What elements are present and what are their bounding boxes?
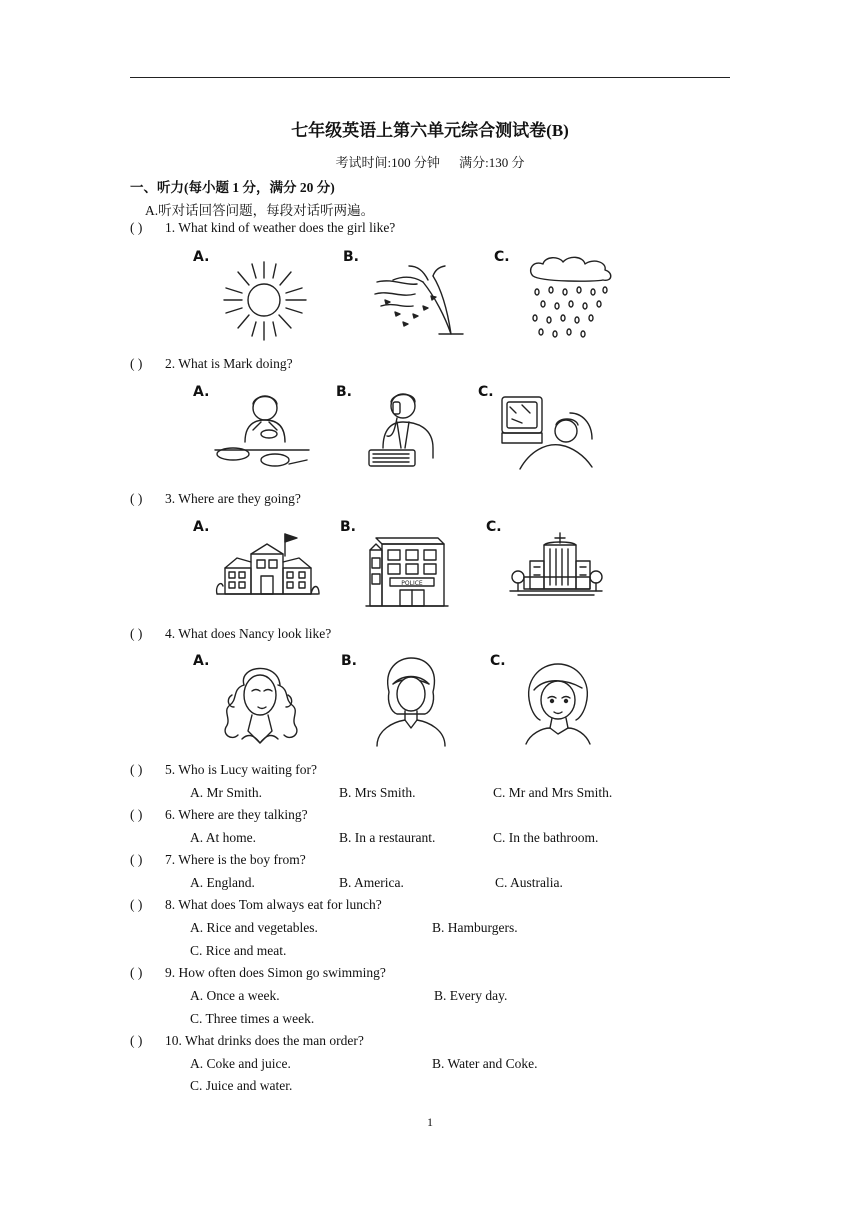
bob-hair-girl-icon <box>520 660 595 746</box>
exam-time: 考试时间:100 分钟 <box>335 155 440 170</box>
option-a[interactable]: A. Once a week. <box>190 988 280 1003</box>
answer-blank[interactable]: ( ) <box>130 897 143 912</box>
option-c[interactable]: C. Rice and meat. <box>190 943 287 958</box>
answer-blank[interactable]: ( ) <box>130 965 143 980</box>
answer-blank[interactable]: ( ) <box>130 762 143 777</box>
option-a[interactable]: A. England. <box>190 875 255 890</box>
option-letter-c: C. <box>494 249 510 265</box>
option-a[interactable]: A. Coke and juice. <box>190 1056 291 1071</box>
option-letter-a: A. <box>193 384 210 400</box>
instruction: A.听对话回答问题，每段对话听两遍。 <box>145 203 375 218</box>
short-hair-woman-icon <box>373 656 448 748</box>
question-3 <box>130 491 301 507</box>
question-text: 3. Where are they going? <box>165 491 301 506</box>
option-letter-b: B. <box>340 519 356 535</box>
man-on-phone-icon <box>363 388 438 476</box>
curly-hair-girl-icon <box>218 655 303 750</box>
boy-watching-tv-icon <box>500 393 595 473</box>
option-c[interactable]: C. Juice and water. <box>190 1078 293 1093</box>
option-b[interactable]: B. In a restaurant. <box>339 830 436 845</box>
answer-blank[interactable]: ( ) <box>130 1033 143 1048</box>
option-letter-c: C. <box>490 653 506 669</box>
page-number: 1 <box>427 1115 433 1129</box>
question-1 <box>130 220 395 236</box>
answer-blank[interactable]: ( ) <box>130 852 143 867</box>
answer-blank[interactable]: ( ) <box>130 491 143 506</box>
answer-blank[interactable]: ( ) <box>130 626 143 641</box>
option-letter-a: A. <box>193 519 210 535</box>
question-2 <box>130 356 293 372</box>
rain-cloud-icon <box>525 256 620 344</box>
option-a[interactable]: A. Rice and vegetables. <box>190 920 318 935</box>
question-text: 8. What does Tom always eat for lunch? <box>165 897 382 912</box>
windy-tree-icon <box>373 262 463 337</box>
option-letter-b: B. <box>341 653 357 669</box>
question-6 <box>130 807 308 823</box>
question-9 <box>130 965 386 981</box>
sun-icon <box>218 258 313 343</box>
police-sign: POLICE <box>401 580 423 587</box>
option-letter-a: A. <box>193 249 210 265</box>
question-text: 6. Where are they talking? <box>165 807 308 822</box>
question-4 <box>130 626 331 642</box>
option-letter-a: A. <box>193 653 210 669</box>
option-c[interactable]: C. Mr and Mrs Smith. <box>493 785 613 800</box>
option-c[interactable]: C. Three times a week. <box>190 1011 315 1026</box>
question-text: 5. Who is Lucy waiting for? <box>165 762 317 777</box>
question-text: 1. What kind of weather does the girl like? <box>165 220 396 235</box>
question-7 <box>130 852 306 868</box>
answer-blank[interactable]: ( ) <box>130 220 143 235</box>
question-text: 9. How often does Simon go swimming? <box>165 965 386 980</box>
school-building-icon <box>215 532 320 602</box>
option-letter-b: B. <box>336 384 352 400</box>
question-text: 10. What drinks does the man order? <box>165 1033 364 1048</box>
boy-eating-icon <box>213 392 311 472</box>
header-rule <box>130 77 730 78</box>
option-a[interactable]: A. Mr Smith. <box>190 785 263 800</box>
option-b[interactable]: B. Hamburgers. <box>432 920 518 935</box>
answer-blank[interactable]: ( ) <box>130 356 143 371</box>
option-c[interactable]: C. Australia. <box>495 875 563 890</box>
question-10 <box>130 1033 364 1049</box>
question-5 <box>130 762 317 778</box>
question-text: 7. Where is the boy from? <box>165 852 306 867</box>
section-heading: 一、听力(每小题 1 分，满分 20 分) <box>130 180 335 195</box>
option-c[interactable]: C. In the bathroom. <box>493 830 599 845</box>
option-b[interactable]: B. Every day. <box>434 988 508 1003</box>
option-letter-c: C. <box>478 384 494 400</box>
option-a[interactable]: A. At home. <box>190 830 256 845</box>
full-score: 满分:130 分 <box>459 155 525 170</box>
question-8 <box>130 897 382 913</box>
answer-blank[interactable]: ( ) <box>130 807 143 822</box>
option-letter-b: B. <box>343 249 359 265</box>
option-letter-c: C. <box>486 519 502 535</box>
option-b[interactable]: B. Water and Coke. <box>432 1056 538 1071</box>
page-title: 七年级英语上第六单元综合测试卷(B) <box>291 121 569 140</box>
question-text: 4. What does Nancy look like? <box>165 626 332 641</box>
option-b[interactable]: B. America. <box>339 875 404 890</box>
option-b[interactable]: B. Mrs Smith. <box>339 785 416 800</box>
exam-info <box>0 152 860 171</box>
hospital-icon <box>508 531 603 601</box>
police-station-icon <box>366 530 448 610</box>
question-text: 2. What is Mark doing? <box>165 356 293 371</box>
